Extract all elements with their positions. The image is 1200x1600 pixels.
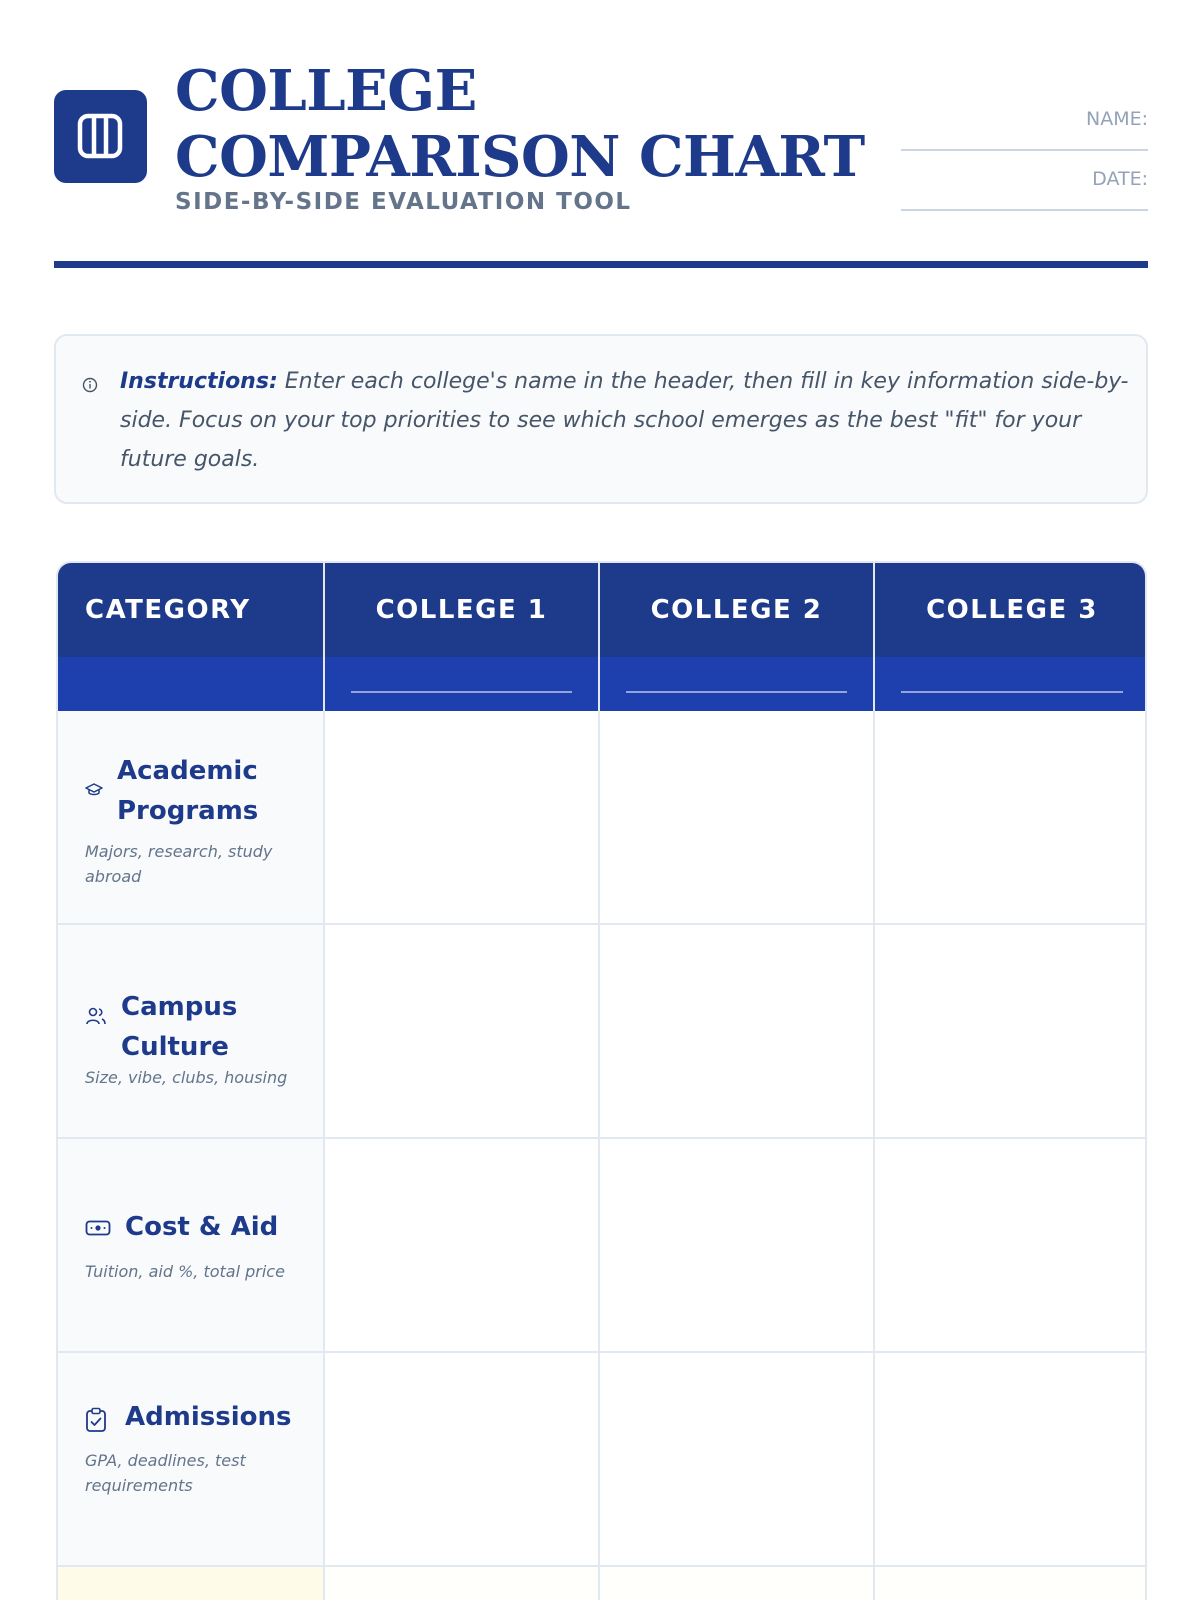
header-divider xyxy=(54,261,1148,268)
category-cell xyxy=(58,1567,323,1600)
name-line xyxy=(901,149,1148,151)
row-title: Admissions xyxy=(125,1402,292,1432)
row-title: Campus Culture xyxy=(121,992,238,1062)
instructions-label: Instructions: xyxy=(120,369,278,394)
row-title: Academic Programs xyxy=(117,756,259,826)
graduation-cap-icon xyxy=(85,782,103,798)
college-1-cell[interactable] xyxy=(325,925,598,1137)
row-title: Cost & Aid xyxy=(125,1212,279,1242)
college-1-cell[interactable] xyxy=(325,1567,598,1600)
table-row-admissions xyxy=(58,1353,1145,1567)
table-row-campus-culture xyxy=(58,925,1145,1139)
college-1-name-field[interactable] xyxy=(325,657,598,711)
clipboard-check-icon xyxy=(85,1407,107,1433)
table-row-cost-aid xyxy=(58,1139,1145,1353)
college-3-cell[interactable] xyxy=(875,711,1147,923)
row-description: Majors, research, study abroad xyxy=(85,842,273,886)
college-2-cell[interactable] xyxy=(600,925,873,1137)
header-divider-3 xyxy=(873,563,875,711)
college-3-cell[interactable] xyxy=(875,1139,1147,1351)
row-description: GPA, deadlines, test requirements xyxy=(85,1451,246,1495)
category-cell xyxy=(58,711,323,923)
column-header-college-2: COLLEGE 2 xyxy=(600,563,873,657)
category-cell xyxy=(58,925,323,1137)
college-2-cell[interactable] xyxy=(600,711,873,923)
instructions-box xyxy=(54,334,1148,504)
column-header-college-3: COLLEGE 3 xyxy=(875,563,1147,657)
table-header xyxy=(58,563,1145,711)
row-description: Tuition, aid %, total price xyxy=(85,1262,285,1281)
category-cell xyxy=(58,1353,323,1565)
date-field[interactable] xyxy=(901,168,1148,190)
date-label: DATE: xyxy=(1092,168,1148,190)
college-1-name-line xyxy=(351,691,572,693)
table-row-highlight xyxy=(58,1567,1145,1600)
column-header-category: CATEGORY xyxy=(58,563,323,657)
college-3-cell[interactable] xyxy=(875,1353,1147,1565)
comparison-table xyxy=(56,561,1147,1600)
college-1-cell[interactable] xyxy=(325,1139,598,1351)
college-2-name-field[interactable] xyxy=(600,657,873,711)
name-field[interactable] xyxy=(901,108,1148,130)
column-header-college-1: COLLEGE 1 xyxy=(325,563,598,657)
college-2-cell[interactable] xyxy=(600,1567,873,1600)
money-icon xyxy=(85,1219,111,1237)
row-description: Size, vibe, clubs, housing xyxy=(85,1068,288,1087)
college-3-cell[interactable] xyxy=(875,925,1147,1137)
name-label: NAME: xyxy=(1085,108,1148,130)
college-2-cell[interactable] xyxy=(600,1139,873,1351)
logo xyxy=(54,90,147,183)
instructions-text xyxy=(120,362,1130,479)
info-icon xyxy=(82,377,98,393)
category-cell xyxy=(58,1139,323,1351)
header-divider-2 xyxy=(598,563,600,711)
header-subrow-category xyxy=(58,657,323,711)
college-2-name-line xyxy=(626,691,847,693)
page-subtitle: SIDE-BY-SIDE EVALUATION TOOL xyxy=(175,189,632,215)
college-3-cell[interactable] xyxy=(875,1567,1147,1600)
instructions-body: Enter each college's name in the header, then fill in key information side-by-side. Focus on your top priorities to see which school emerges as the best "fit" for your future goals. xyxy=(120,369,1129,472)
college-1-cell[interactable] xyxy=(325,1353,598,1565)
college-3-name-line xyxy=(901,691,1123,693)
header-divider-1 xyxy=(323,563,325,711)
page-header xyxy=(54,58,1148,222)
college-1-cell[interactable] xyxy=(325,711,598,923)
users-icon xyxy=(85,1005,107,1027)
table-row-academic-programs xyxy=(58,711,1145,925)
college-2-cell[interactable] xyxy=(600,1353,873,1565)
page-title: COLLEGE COMPARISON CHART xyxy=(175,58,865,190)
college-3-name-field[interactable] xyxy=(875,657,1147,711)
date-line xyxy=(901,209,1148,211)
columns-icon xyxy=(77,113,123,159)
